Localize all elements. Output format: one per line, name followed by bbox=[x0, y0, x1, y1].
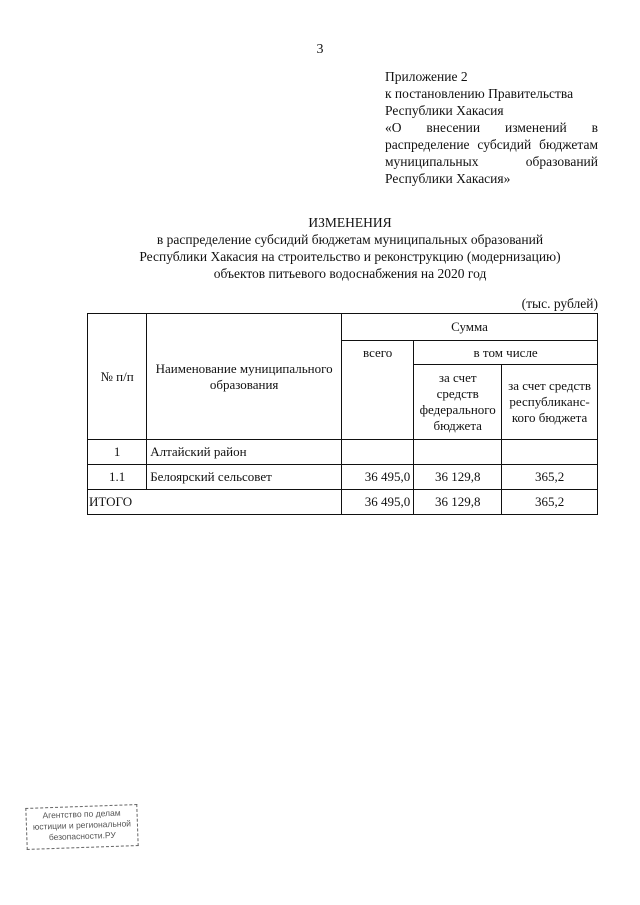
header-sum: Сумма bbox=[342, 314, 598, 341]
appendix-quote-line: муниципальных образований bbox=[385, 154, 598, 169]
header-num: № п/п bbox=[88, 314, 147, 440]
row-num: 1.1 bbox=[88, 465, 147, 490]
title-line: в распределение субсидий бюджетам муниципальных образований bbox=[156, 232, 544, 247]
subsidies-table bbox=[87, 313, 598, 515]
row-federal: 36 129,8 bbox=[414, 465, 502, 490]
total-republic: 365,2 bbox=[502, 490, 598, 515]
title-line: объектов питьевого водоснабжения на 2020 год bbox=[213, 266, 487, 281]
total-federal: 36 129,8 bbox=[414, 490, 502, 515]
stamp-line: юстиции и региональной bbox=[32, 818, 132, 832]
header-including: в том числе bbox=[414, 341, 598, 365]
row-num: 1 bbox=[88, 440, 147, 465]
row-republic: 365,2 bbox=[502, 465, 598, 490]
appendix-line: Республики Хакасия bbox=[385, 103, 504, 118]
header-name: Наименование муниципального образования bbox=[147, 314, 342, 440]
table-row bbox=[88, 465, 598, 490]
stamp-line: Агентство по делам bbox=[42, 807, 121, 821]
table-row bbox=[88, 440, 598, 465]
row-name: Алтайский район bbox=[147, 440, 342, 465]
units-label: (тыс. рублей) bbox=[521, 296, 598, 311]
page-number: 3 bbox=[316, 42, 324, 57]
header-republic: за счет средств республиканс-кого бюджета bbox=[502, 365, 598, 440]
row-name: Белоярский сельсовет bbox=[147, 465, 342, 490]
appendix-block bbox=[385, 68, 598, 187]
row-total bbox=[342, 440, 414, 465]
document-title bbox=[0, 214, 640, 282]
total-sum: 36 495,0 bbox=[342, 490, 414, 515]
title-line: Республики Хакасия на строительство и реконструкцию (модернизацию) bbox=[139, 249, 561, 264]
total-label: ИТОГО bbox=[88, 490, 342, 515]
appendix-quote-line: «О внесении изменений в bbox=[385, 120, 598, 135]
appendix-line: к постановлению Правительства bbox=[385, 86, 574, 101]
stamp-line: безопасности.РУ bbox=[48, 829, 116, 843]
appendix-quote-line: Республики Хакасия» bbox=[385, 171, 511, 186]
title-heading: ИЗМЕНЕНИЯ bbox=[308, 215, 392, 230]
appendix-quote-line: распределение субсидий бюджетам bbox=[385, 137, 598, 152]
row-federal bbox=[414, 440, 502, 465]
appendix-line: Приложение 2 bbox=[385, 69, 468, 84]
header-federal: за счет средств федерального бюджета bbox=[414, 365, 502, 440]
registration-stamp bbox=[25, 804, 138, 850]
row-republic bbox=[502, 440, 598, 465]
row-total: 36 495,0 bbox=[342, 465, 414, 490]
total-row bbox=[88, 490, 598, 515]
header-total: всего bbox=[342, 341, 414, 440]
